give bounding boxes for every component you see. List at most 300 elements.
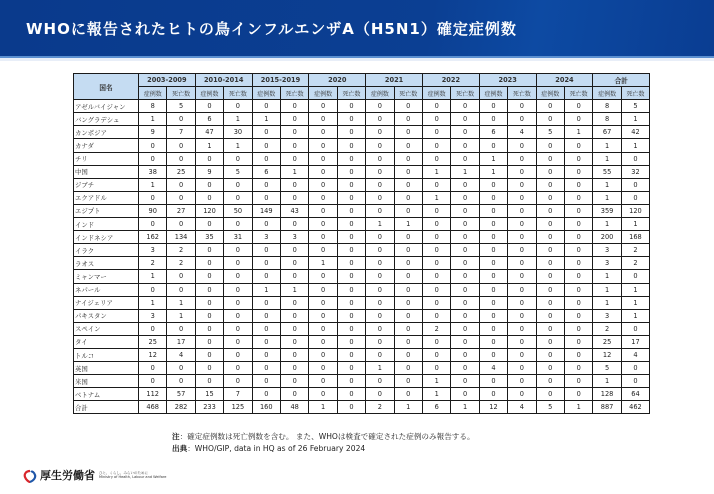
period-header: 2023 bbox=[479, 74, 536, 87]
cases-subheader: 症例数 bbox=[252, 87, 280, 100]
deaths-cell: 0 bbox=[394, 322, 422, 335]
cases-cell: 1 bbox=[422, 375, 450, 388]
deaths-cell: 0 bbox=[337, 362, 365, 375]
deaths-cell: 0 bbox=[621, 152, 649, 165]
deaths-cell: 0 bbox=[167, 270, 195, 283]
cases-cell: 0 bbox=[252, 296, 280, 309]
deaths-cell: 4 bbox=[508, 126, 536, 139]
deaths-cell: 0 bbox=[564, 113, 592, 126]
cases-cell: 0 bbox=[195, 152, 223, 165]
deaths-cell: 0 bbox=[508, 191, 536, 204]
cases-cell: 0 bbox=[366, 270, 394, 283]
cases-cell: 0 bbox=[195, 270, 223, 283]
deaths-cell: 0 bbox=[280, 113, 308, 126]
table-row bbox=[74, 100, 650, 113]
deaths-cell: 0 bbox=[508, 152, 536, 165]
cases-cell: 0 bbox=[479, 113, 507, 126]
deaths-cell: 0 bbox=[167, 218, 195, 231]
cases-cell: 0 bbox=[366, 165, 394, 178]
deaths-cell: 0 bbox=[564, 388, 592, 401]
deaths-subheader: 死亡数 bbox=[451, 87, 479, 100]
deaths-cell: 1 bbox=[621, 139, 649, 152]
table-row bbox=[74, 165, 650, 178]
cases-cell: 0 bbox=[252, 139, 280, 152]
deaths-cell: 168 bbox=[621, 231, 649, 244]
cases-subheader: 症例数 bbox=[479, 87, 507, 100]
deaths-cell: 0 bbox=[394, 296, 422, 309]
country-name: タイ bbox=[74, 335, 139, 348]
cases-subheader: 症例数 bbox=[536, 87, 564, 100]
deaths-cell: 31 bbox=[224, 231, 252, 244]
cases-cell: 1 bbox=[139, 178, 167, 191]
deaths-cell: 0 bbox=[564, 309, 592, 322]
deaths-cell: 0 bbox=[564, 178, 592, 191]
cases-cell: 0 bbox=[366, 244, 394, 257]
deaths-cell: 0 bbox=[564, 283, 592, 296]
h5n1-cases-table bbox=[73, 73, 650, 414]
cases-cell: 3 bbox=[593, 309, 621, 322]
cases-cell: 15 bbox=[195, 388, 223, 401]
cases-cell: 128 bbox=[593, 388, 621, 401]
deaths-cell: 0 bbox=[451, 126, 479, 139]
deaths-cell: 0 bbox=[394, 152, 422, 165]
cases-cell: 0 bbox=[309, 100, 337, 113]
cases-cell: 6 bbox=[195, 113, 223, 126]
cases-cell: 0 bbox=[252, 348, 280, 361]
cases-cell: 0 bbox=[252, 126, 280, 139]
deaths-cell: 0 bbox=[394, 191, 422, 204]
deaths-cell: 1 bbox=[621, 113, 649, 126]
cases-cell: 0 bbox=[422, 204, 450, 217]
cases-cell: 0 bbox=[422, 218, 450, 231]
cases-cell: 1 bbox=[366, 218, 394, 231]
cases-cell: 887 bbox=[593, 401, 621, 414]
cases-cell: 0 bbox=[195, 348, 223, 361]
deaths-cell: 5 bbox=[621, 100, 649, 113]
deaths-cell: 0 bbox=[167, 191, 195, 204]
deaths-cell: 2 bbox=[167, 257, 195, 270]
country-name: スペイン bbox=[74, 322, 139, 335]
deaths-cell: 64 bbox=[621, 388, 649, 401]
cases-cell: 233 bbox=[195, 401, 223, 414]
cases-cell: 0 bbox=[422, 335, 450, 348]
cases-cell: 0 bbox=[139, 322, 167, 335]
deaths-cell: 0 bbox=[564, 335, 592, 348]
cases-cell: 0 bbox=[536, 362, 564, 375]
cases-cell: 8 bbox=[593, 100, 621, 113]
country-name: ネパール bbox=[74, 283, 139, 296]
deaths-cell: 0 bbox=[508, 244, 536, 257]
deaths-cell: 0 bbox=[280, 152, 308, 165]
cases-cell: 0 bbox=[195, 283, 223, 296]
deaths-cell: 0 bbox=[451, 335, 479, 348]
deaths-cell: 0 bbox=[337, 309, 365, 322]
deaths-subheader: 死亡数 bbox=[337, 87, 365, 100]
total-header: 合計 bbox=[593, 74, 650, 87]
table-row bbox=[74, 348, 650, 361]
cases-cell: 0 bbox=[479, 178, 507, 191]
total-row bbox=[74, 401, 650, 414]
deaths-cell: 0 bbox=[451, 178, 479, 191]
cases-cell: 0 bbox=[479, 296, 507, 309]
cases-cell: 0 bbox=[195, 178, 223, 191]
cases-cell: 3 bbox=[252, 231, 280, 244]
cases-cell: 0 bbox=[309, 126, 337, 139]
deaths-cell: 0 bbox=[451, 218, 479, 231]
cases-cell: 1 bbox=[309, 257, 337, 270]
deaths-cell: 0 bbox=[280, 191, 308, 204]
cases-cell: 0 bbox=[252, 244, 280, 257]
deaths-cell: 1 bbox=[167, 309, 195, 322]
cases-cell: 0 bbox=[422, 257, 450, 270]
cases-cell: 0 bbox=[366, 152, 394, 165]
deaths-cell: 0 bbox=[508, 165, 536, 178]
cases-cell: 0 bbox=[422, 296, 450, 309]
deaths-cell: 0 bbox=[451, 362, 479, 375]
cases-cell: 0 bbox=[195, 244, 223, 257]
cases-cell: 0 bbox=[309, 231, 337, 244]
table-row bbox=[74, 191, 650, 204]
cases-cell: 0 bbox=[422, 139, 450, 152]
cases-cell: 0 bbox=[479, 283, 507, 296]
country-name: バングラデシュ bbox=[74, 113, 139, 126]
cases-cell: 0 bbox=[479, 375, 507, 388]
deaths-cell: 0 bbox=[508, 309, 536, 322]
deaths-cell: 0 bbox=[224, 257, 252, 270]
cases-cell: 3 bbox=[139, 244, 167, 257]
deaths-cell: 0 bbox=[621, 270, 649, 283]
table-row bbox=[74, 309, 650, 322]
deaths-cell: 0 bbox=[564, 296, 592, 309]
cases-cell: 0 bbox=[366, 296, 394, 309]
cases-cell: 0 bbox=[479, 139, 507, 152]
cases-cell: 0 bbox=[139, 191, 167, 204]
deaths-cell: 0 bbox=[508, 204, 536, 217]
cases-cell: 0 bbox=[536, 309, 564, 322]
deaths-cell: 0 bbox=[508, 362, 536, 375]
deaths-cell: 0 bbox=[451, 257, 479, 270]
country-name: 米国 bbox=[74, 375, 139, 388]
deaths-cell: 0 bbox=[280, 322, 308, 335]
cases-cell: 1 bbox=[139, 113, 167, 126]
table-row bbox=[74, 362, 650, 375]
cases-cell: 0 bbox=[479, 309, 507, 322]
cases-cell: 0 bbox=[536, 152, 564, 165]
tagline-en: Ministry of Health, Labour and Welfare bbox=[99, 475, 167, 479]
deaths-cell: 0 bbox=[337, 231, 365, 244]
deaths-cell: 4 bbox=[508, 401, 536, 414]
cases-cell: 0 bbox=[536, 270, 564, 283]
deaths-cell: 32 bbox=[621, 165, 649, 178]
deaths-cell: 4 bbox=[167, 348, 195, 361]
cases-cell: 0 bbox=[252, 388, 280, 401]
deaths-cell: 0 bbox=[394, 283, 422, 296]
deaths-cell: 0 bbox=[224, 362, 252, 375]
source-label: 出典 bbox=[172, 444, 188, 453]
cases-cell: 0 bbox=[195, 375, 223, 388]
cases-cell: 0 bbox=[422, 348, 450, 361]
cases-cell: 0 bbox=[309, 244, 337, 257]
cases-cell: 0 bbox=[422, 283, 450, 296]
banner-divider bbox=[0, 58, 714, 61]
deaths-cell: 0 bbox=[564, 362, 592, 375]
cases-cell: 1 bbox=[252, 113, 280, 126]
cases-cell: 0 bbox=[536, 375, 564, 388]
deaths-subheader: 死亡数 bbox=[621, 87, 649, 100]
table-row bbox=[74, 218, 650, 231]
deaths-cell: 0 bbox=[337, 375, 365, 388]
deaths-cell: 0 bbox=[280, 139, 308, 152]
deaths-cell: 0 bbox=[564, 322, 592, 335]
cases-cell: 0 bbox=[366, 191, 394, 204]
deaths-cell: 0 bbox=[280, 126, 308, 139]
country-name: ベトナム bbox=[74, 388, 139, 401]
cases-cell: 0 bbox=[252, 178, 280, 191]
deaths-cell: 125 bbox=[224, 401, 252, 414]
cases-cell: 0 bbox=[252, 362, 280, 375]
deaths-subheader: 死亡数 bbox=[167, 87, 195, 100]
cases-cell: 0 bbox=[309, 270, 337, 283]
cases-cell: 0 bbox=[309, 178, 337, 191]
deaths-cell: 0 bbox=[394, 231, 422, 244]
period-header: 2024 bbox=[536, 74, 593, 87]
deaths-cell: 0 bbox=[564, 139, 592, 152]
deaths-cell: 0 bbox=[451, 191, 479, 204]
deaths-cell: 0 bbox=[564, 191, 592, 204]
deaths-cell: 0 bbox=[394, 244, 422, 257]
cases-cell: 0 bbox=[422, 309, 450, 322]
deaths-cell: 0 bbox=[508, 296, 536, 309]
cases-subheader: 症例数 bbox=[422, 87, 450, 100]
country-name: アゼルバイジャン bbox=[74, 100, 139, 113]
cases-cell: 6 bbox=[252, 165, 280, 178]
deaths-cell: 1 bbox=[621, 218, 649, 231]
deaths-cell: 0 bbox=[508, 257, 536, 270]
footnote bbox=[172, 431, 475, 455]
deaths-cell: 0 bbox=[451, 139, 479, 152]
deaths-cell: 1 bbox=[280, 165, 308, 178]
deaths-cell: 48 bbox=[280, 401, 308, 414]
title-banner bbox=[0, 0, 714, 58]
table-row bbox=[74, 244, 650, 257]
deaths-cell: 0 bbox=[394, 165, 422, 178]
deaths-cell: 17 bbox=[167, 335, 195, 348]
cases-cell: 0 bbox=[479, 270, 507, 283]
deaths-cell: 0 bbox=[224, 335, 252, 348]
cases-cell: 0 bbox=[536, 139, 564, 152]
deaths-cell: 0 bbox=[451, 152, 479, 165]
cases-cell: 0 bbox=[309, 375, 337, 388]
deaths-cell: 0 bbox=[280, 270, 308, 283]
period-header-row bbox=[74, 74, 650, 87]
deaths-cell: 0 bbox=[394, 348, 422, 361]
cases-cell: 0 bbox=[309, 165, 337, 178]
cases-cell: 0 bbox=[536, 348, 564, 361]
cases-cell: 0 bbox=[422, 244, 450, 257]
cases-cell: 0 bbox=[536, 231, 564, 244]
cases-cell: 0 bbox=[139, 152, 167, 165]
cases-cell: 0 bbox=[252, 152, 280, 165]
country-name: ラオス bbox=[74, 257, 139, 270]
cases-cell: 5 bbox=[593, 362, 621, 375]
cases-cell: 6 bbox=[479, 126, 507, 139]
cases-cell: 0 bbox=[252, 218, 280, 231]
country-name: 中国 bbox=[74, 165, 139, 178]
cases-cell: 12 bbox=[593, 348, 621, 361]
deaths-subheader: 死亡数 bbox=[508, 87, 536, 100]
cases-cell: 0 bbox=[309, 388, 337, 401]
cases-cell: 0 bbox=[309, 283, 337, 296]
cases-cell: 35 bbox=[195, 231, 223, 244]
cases-cell: 90 bbox=[139, 204, 167, 217]
cases-cell: 0 bbox=[195, 335, 223, 348]
deaths-cell: 0 bbox=[564, 244, 592, 257]
cases-cell: 3 bbox=[139, 309, 167, 322]
deaths-cell: 57 bbox=[167, 388, 195, 401]
deaths-cell: 0 bbox=[280, 309, 308, 322]
cases-cell: 67 bbox=[593, 126, 621, 139]
cases-cell: 12 bbox=[139, 348, 167, 361]
deaths-cell: 282 bbox=[167, 401, 195, 414]
cases-cell: 0 bbox=[195, 257, 223, 270]
deaths-cell: 4 bbox=[621, 348, 649, 361]
table-row bbox=[74, 126, 650, 139]
cases-cell: 0 bbox=[252, 100, 280, 113]
deaths-cell: 0 bbox=[564, 204, 592, 217]
cases-cell: 359 bbox=[593, 204, 621, 217]
deaths-cell: 0 bbox=[451, 270, 479, 283]
cases-cell: 0 bbox=[479, 204, 507, 217]
deaths-cell: 0 bbox=[451, 388, 479, 401]
deaths-cell: 0 bbox=[394, 375, 422, 388]
deaths-cell: 0 bbox=[224, 283, 252, 296]
deaths-cell: 17 bbox=[621, 335, 649, 348]
table-row bbox=[74, 257, 650, 270]
deaths-cell: 0 bbox=[564, 165, 592, 178]
deaths-cell: 0 bbox=[451, 244, 479, 257]
deaths-cell: 0 bbox=[224, 309, 252, 322]
deaths-cell: 0 bbox=[621, 322, 649, 335]
deaths-cell: 0 bbox=[621, 362, 649, 375]
deaths-cell: 0 bbox=[280, 257, 308, 270]
cases-cell: 12 bbox=[479, 401, 507, 414]
deaths-cell: 0 bbox=[280, 218, 308, 231]
deaths-cell: 0 bbox=[394, 139, 422, 152]
deaths-cell: 0 bbox=[337, 178, 365, 191]
deaths-cell: 0 bbox=[224, 100, 252, 113]
deaths-cell: 0 bbox=[167, 113, 195, 126]
deaths-cell: 0 bbox=[508, 100, 536, 113]
cases-cell: 0 bbox=[366, 283, 394, 296]
deaths-cell: 0 bbox=[337, 126, 365, 139]
deaths-cell: 0 bbox=[337, 348, 365, 361]
cases-cell: 0 bbox=[479, 231, 507, 244]
deaths-cell: 0 bbox=[280, 296, 308, 309]
cases-cell: 0 bbox=[479, 335, 507, 348]
deaths-cell: 30 bbox=[224, 126, 252, 139]
country-name: トルコ bbox=[74, 348, 139, 361]
deaths-cell: 7 bbox=[224, 388, 252, 401]
table-row bbox=[74, 375, 650, 388]
deaths-cell: 0 bbox=[337, 100, 365, 113]
deaths-cell: 0 bbox=[564, 257, 592, 270]
cases-cell: 0 bbox=[195, 191, 223, 204]
cases-cell: 0 bbox=[139, 375, 167, 388]
deaths-cell: 0 bbox=[451, 348, 479, 361]
deaths-cell: 0 bbox=[280, 100, 308, 113]
cases-cell: 0 bbox=[195, 362, 223, 375]
mhlw-logo bbox=[23, 467, 166, 483]
country-name: ミャンマー bbox=[74, 270, 139, 283]
cases-cell: 9 bbox=[139, 126, 167, 139]
cases-cell: 0 bbox=[536, 244, 564, 257]
deaths-cell: 0 bbox=[337, 191, 365, 204]
table-row bbox=[74, 178, 650, 191]
deaths-cell: 0 bbox=[337, 283, 365, 296]
cases-cell: 0 bbox=[536, 165, 564, 178]
cases-cell: 0 bbox=[366, 335, 394, 348]
country-name: インドネシア bbox=[74, 231, 139, 244]
note-text: ：確定症例数は死亡例数を含む。 また、WHOは検査で確定された症例のみ報告する。 bbox=[179, 432, 475, 441]
cases-cell: 200 bbox=[593, 231, 621, 244]
table-row bbox=[74, 322, 650, 335]
cases-cell: 5 bbox=[536, 401, 564, 414]
cases-cell: 0 bbox=[422, 126, 450, 139]
cases-cell: 149 bbox=[252, 204, 280, 217]
deaths-cell: 0 bbox=[451, 375, 479, 388]
ministry-name: 厚生労働省 bbox=[40, 469, 95, 482]
period-header: 2022 bbox=[422, 74, 479, 87]
deaths-cell: 0 bbox=[394, 204, 422, 217]
deaths-cell: 0 bbox=[394, 257, 422, 270]
deaths-cell: 0 bbox=[508, 218, 536, 231]
cases-cell: 2 bbox=[139, 257, 167, 270]
cases-cell: 1 bbox=[422, 191, 450, 204]
deaths-cell: 0 bbox=[167, 322, 195, 335]
deaths-subheader: 死亡数 bbox=[394, 87, 422, 100]
cases-subheader: 症例数 bbox=[593, 87, 621, 100]
deaths-cell: 2 bbox=[167, 244, 195, 257]
deaths-cell: 0 bbox=[167, 362, 195, 375]
cases-cell: 0 bbox=[366, 322, 394, 335]
cases-cell: 8 bbox=[593, 113, 621, 126]
deaths-cell: 0 bbox=[337, 113, 365, 126]
deaths-cell: 0 bbox=[508, 270, 536, 283]
cases-cell: 5 bbox=[536, 126, 564, 139]
cases-subheader: 症例数 bbox=[195, 87, 223, 100]
cases-cell: 1 bbox=[195, 139, 223, 152]
cases-cell: 1 bbox=[422, 165, 450, 178]
cases-cell: 3 bbox=[593, 244, 621, 257]
sub-header-row bbox=[74, 87, 650, 100]
deaths-cell: 25 bbox=[167, 165, 195, 178]
deaths-cell: 0 bbox=[621, 178, 649, 191]
deaths-cell: 0 bbox=[337, 270, 365, 283]
cases-cell: 0 bbox=[536, 178, 564, 191]
deaths-cell: 0 bbox=[280, 335, 308, 348]
cases-cell: 0 bbox=[139, 218, 167, 231]
ministry-tagline bbox=[99, 471, 166, 480]
deaths-cell: 0 bbox=[280, 178, 308, 191]
cases-cell: 0 bbox=[309, 191, 337, 204]
cases-cell: 0 bbox=[366, 113, 394, 126]
cases-cell: 0 bbox=[536, 100, 564, 113]
cases-cell: 0 bbox=[139, 283, 167, 296]
cases-cell: 0 bbox=[479, 348, 507, 361]
deaths-cell: 0 bbox=[224, 348, 252, 361]
deaths-cell: 3 bbox=[280, 231, 308, 244]
cases-cell: 1 bbox=[593, 191, 621, 204]
